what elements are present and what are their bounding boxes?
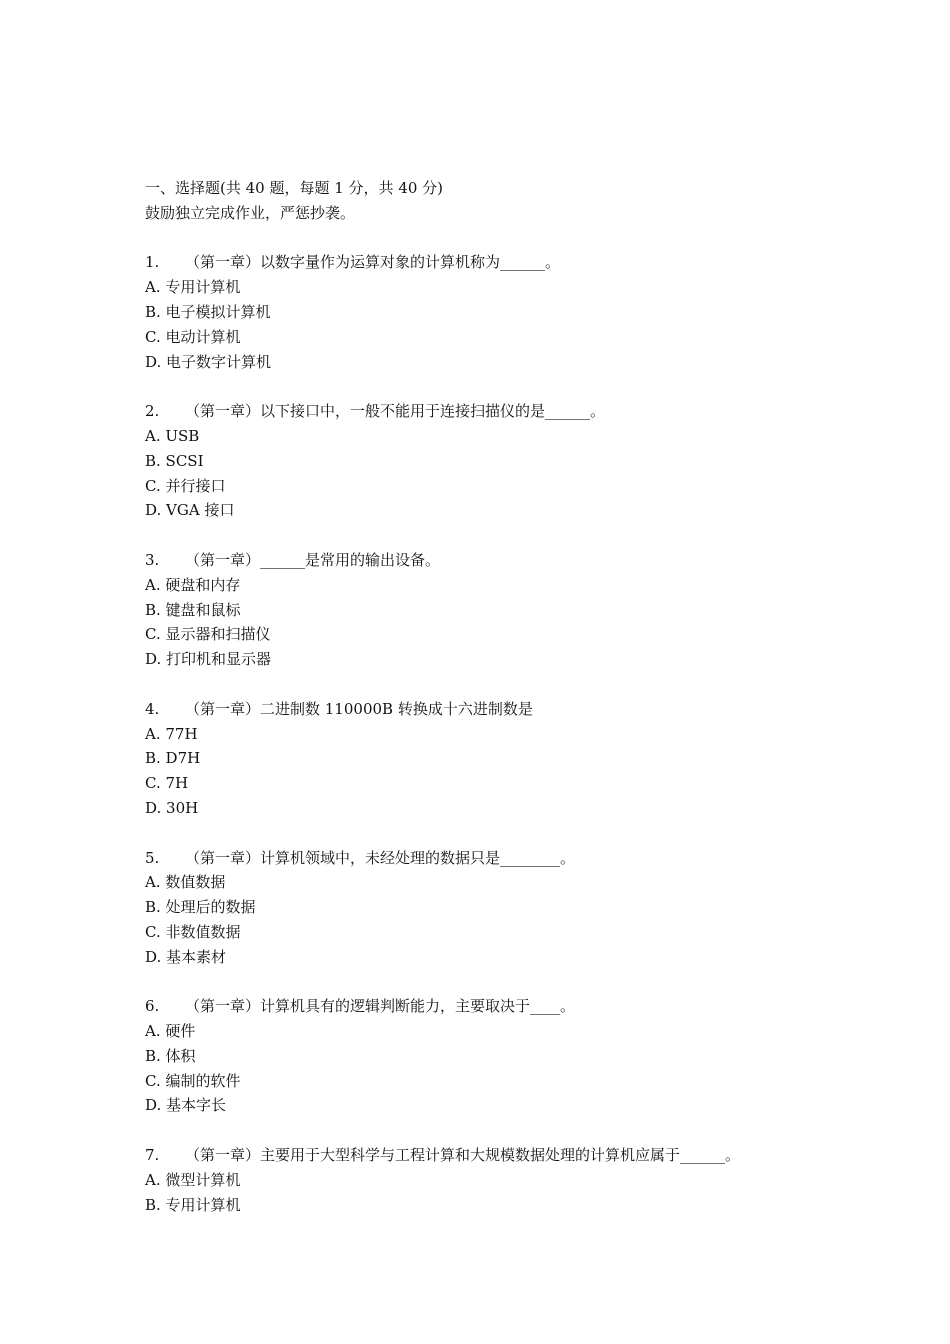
option-b: B. SCSI xyxy=(145,451,204,470)
option-a: A. 微型计算机 xyxy=(145,1170,241,1189)
question-number: 1. xyxy=(145,253,160,272)
option-d: D. 基本字长 xyxy=(145,1096,227,1115)
option-d: D. 打印机和显示器 xyxy=(145,650,272,669)
question-stem xyxy=(145,846,825,871)
option-d: D. 基本素材 xyxy=(145,947,227,966)
question-stem xyxy=(145,1143,825,1168)
option-d: D. 电子数字计算机 xyxy=(145,352,272,371)
question-block xyxy=(145,846,825,970)
option-c: C. 非数值数据 xyxy=(145,922,241,941)
option-b: B. 专用计算机 xyxy=(145,1195,241,1214)
question-text: （第一章）以数字量作为运算对象的计算机称为______。 xyxy=(185,253,561,272)
question-stem xyxy=(145,697,825,722)
option-d: D. 30H xyxy=(145,798,199,817)
option-a: A. USB xyxy=(145,426,200,445)
question-block xyxy=(145,250,825,374)
option-c: C. 电动计算机 xyxy=(145,327,241,346)
spacer xyxy=(145,374,825,399)
question-number: 4. xyxy=(145,699,160,718)
section-title: 一、选择题(共 40 题，每题 1 分，共 40 分) xyxy=(145,179,444,197)
question-stem xyxy=(145,994,825,1019)
spacer xyxy=(145,226,825,251)
question-number: 6. xyxy=(145,997,160,1016)
question-number: 5. xyxy=(145,848,160,867)
question-block xyxy=(145,994,825,1118)
question-text: （第一章）计算机具有的逻辑判断能力，主要取决于____。 xyxy=(185,997,576,1016)
question-stem xyxy=(145,250,825,275)
option-c: C. 7H xyxy=(145,774,189,793)
option-c: C. 并行接口 xyxy=(145,476,226,495)
question-stem xyxy=(145,548,825,573)
option-a: A. 77H xyxy=(145,724,198,743)
question-block xyxy=(145,399,825,523)
option-a: A. 硬盘和内存 xyxy=(145,575,241,594)
option-a: A. 专用计算机 xyxy=(145,278,241,297)
question-text: （第一章）______是常用的输出设备。 xyxy=(185,550,441,569)
spacer xyxy=(145,523,825,548)
spacer xyxy=(145,1118,825,1143)
question-block xyxy=(145,1143,825,1217)
question-number: 3. xyxy=(145,550,160,569)
option-c: C. 编制的软件 xyxy=(145,1071,241,1090)
question-number: 2. xyxy=(145,402,160,421)
question-number: 7. xyxy=(145,1146,160,1165)
spacer xyxy=(145,672,825,697)
section-note: 鼓励独立完成作业，严惩抄袭。 xyxy=(145,203,356,222)
question-text: （第一章）二进制数 110000B 转换成十六进制数是 xyxy=(185,699,533,718)
option-d: D. VGA 接口 xyxy=(145,501,235,520)
question-block xyxy=(145,548,825,672)
document-page xyxy=(145,176,825,1217)
option-b: B. 处理后的数据 xyxy=(145,898,256,917)
spacer xyxy=(145,821,825,846)
option-b: B. 键盘和鼠标 xyxy=(145,600,241,619)
option-c: C. 显示器和扫描仪 xyxy=(145,625,271,644)
option-b: B. 体积 xyxy=(145,1046,196,1065)
question-text: （第一章）计算机领域中，未经处理的数据只是________。 xyxy=(185,848,576,867)
option-b: B. D7H xyxy=(145,749,201,768)
question-block xyxy=(145,697,825,821)
question-stem xyxy=(145,399,825,424)
question-text: （第一章）以下接口中，一般不能用于连接扫描仪的是______。 xyxy=(185,402,606,421)
option-a: A. 硬件 xyxy=(145,1022,196,1041)
option-b: B. 电子模拟计算机 xyxy=(145,302,271,321)
question-text: （第一章）主要用于大型科学与工程计算和大规模数据处理的计算机应属于______。 xyxy=(185,1146,741,1165)
spacer xyxy=(145,970,825,995)
option-a: A. 数值数据 xyxy=(145,873,226,892)
